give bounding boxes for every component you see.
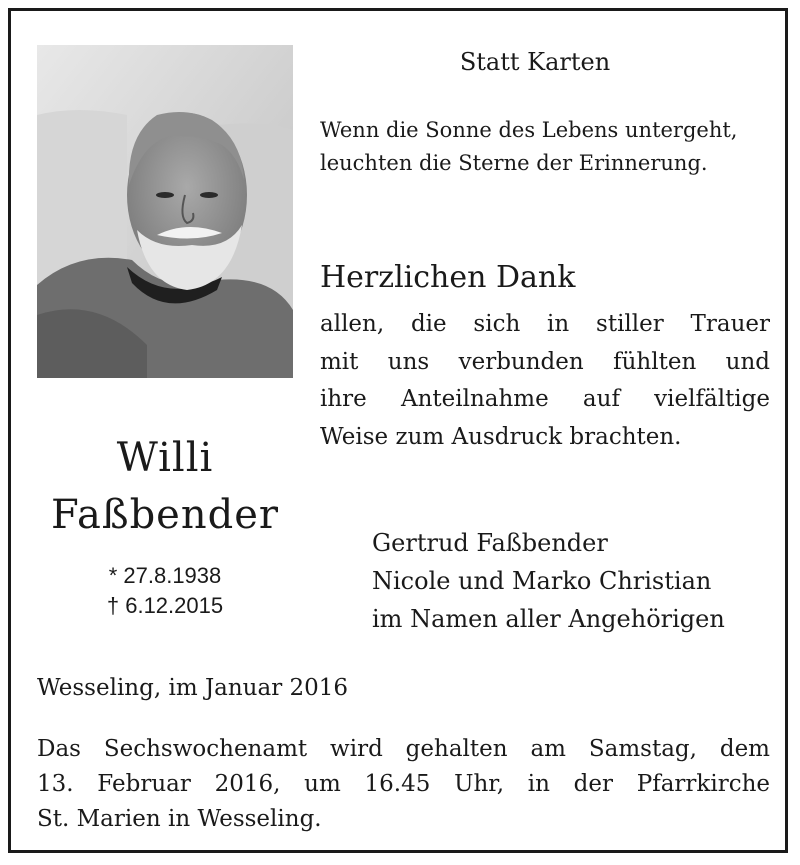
thanks-line: mit uns verbunden fühlten und bbox=[320, 348, 770, 375]
mass-notice bbox=[37, 732, 770, 837]
statt-karten-heading: Statt Karten bbox=[459, 48, 611, 76]
family-line: im Namen aller Angehörigen bbox=[372, 605, 725, 633]
deceased-first-name: Willi bbox=[116, 435, 214, 481]
deceased-last-name: Faßbender bbox=[50, 492, 280, 538]
thanks-title: Herzlichen Dank bbox=[320, 260, 576, 295]
memorial-quote bbox=[320, 114, 775, 180]
quote-line: leuchten die Sterne der Erinnerung. bbox=[320, 151, 708, 175]
thanks-line: ihre Anteilnahme auf vielfältige bbox=[320, 386, 770, 412]
death-date: † 6.12.2015 bbox=[106, 593, 224, 618]
birth-date: * 27.8.1938 bbox=[108, 563, 222, 588]
life-dates bbox=[37, 561, 293, 621]
notice-line: 13. Februar 2016, um 16.45 Uhr, in der Pfarrkirche bbox=[37, 771, 770, 797]
place-date: Wesseling, im Januar 2016 bbox=[37, 675, 349, 701]
quote-line: Wenn die Sonne des Lebens untergeht, bbox=[320, 118, 738, 142]
family-line: Nicole und Marko Christian bbox=[372, 567, 712, 595]
thanks-line: Weise zum Ausdruck brachten. bbox=[320, 423, 682, 450]
thanks-line: allen, die sich in stiller Trauer bbox=[320, 311, 770, 337]
family-line: Gertrud Faßbender bbox=[372, 529, 608, 557]
notice-line: St. Marien in Wesseling. bbox=[37, 806, 322, 832]
portrait-photo bbox=[37, 45, 293, 378]
thanks-text bbox=[320, 306, 770, 456]
notice-line: Das Sechswochenamt wird gehalten am Samstag, dem bbox=[37, 736, 770, 762]
family-signature bbox=[372, 524, 725, 638]
